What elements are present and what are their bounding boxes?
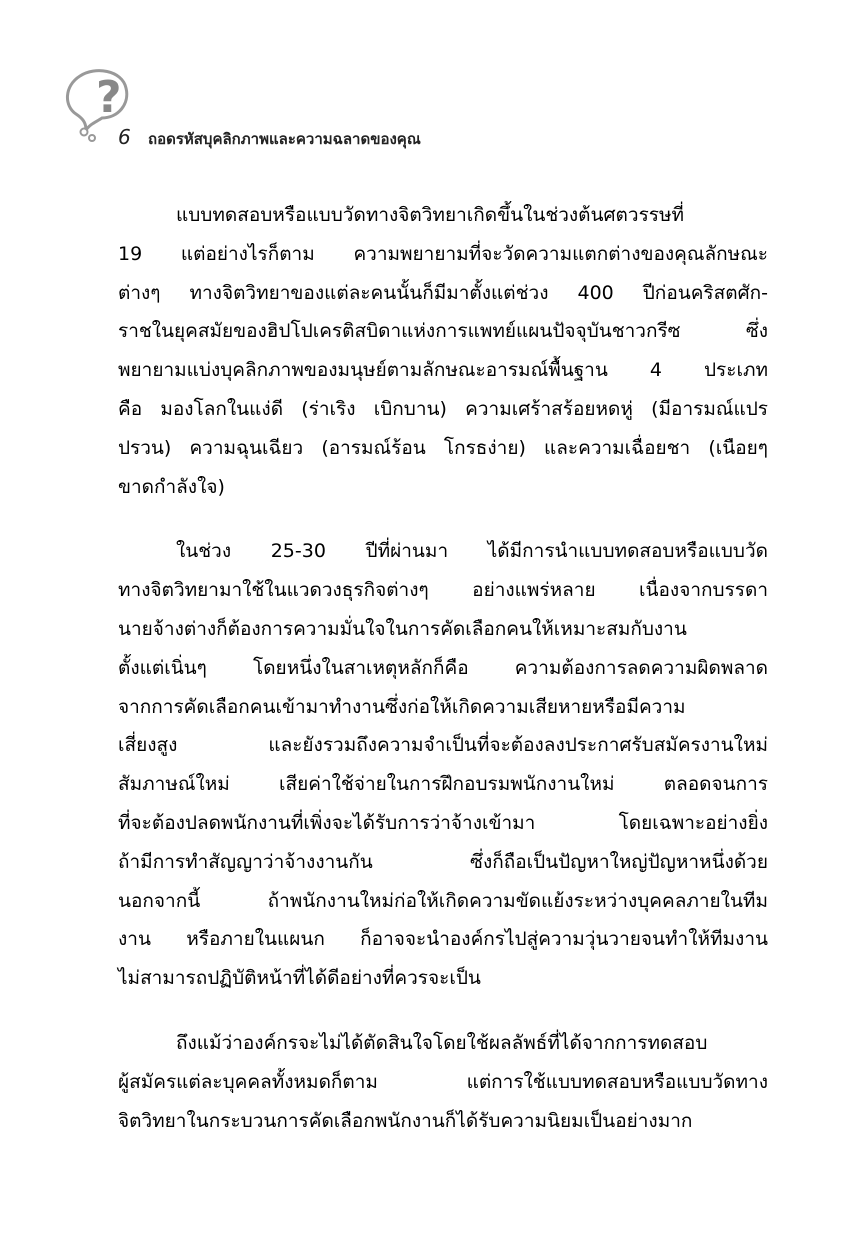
text-line: ถ้ามีการทำสัญญาว่าจ้างงานกัน ซึ่งก็ถือเป็นปัญหาใหญ่ปัญหาหนึ่งด้วย: [118, 850, 768, 873]
running-header-title: ถอดรหัสบุคลิกภาพและความฉลาดของคุณ: [148, 130, 421, 148]
text-line: ผู้สมัครแต่ละบุคคลทั้งหมดก็ตาม แต่การใช้แบบทดสอบหรือแบบวัดทาง: [118, 1070, 768, 1093]
text-line: จิตวิทยาในกระบวนการคัดเลือกพนักงานก็ได้รับความนิยมเป็นอย่างมาก: [118, 1109, 693, 1132]
text-line: 19 แต่อย่างไรก็ตาม ความพยายามที่จะวัดความแตกต่างของคุณลักษณะ: [118, 242, 768, 265]
text-line: ไม่สามารถปฏิบัติหน้าที่ได้ดีอย่างที่ควรจะเป็น: [118, 967, 481, 990]
text-line: ตั้งแต่เนิ่นๆ โดยหนึ่งในสาเหตุหลักก็คือ ความต้องการลดความผิดพลาด: [118, 656, 768, 679]
paragraph: [118, 532, 768, 998]
text-line: ขาดกำลังใจ): [118, 475, 225, 498]
text-line: ต่างๆ ทางจิตวิทยาของแต่ละคนนั้นก็มีมาตั้งแต่ช่วง 400 ปีก่อนคริสตศัก-: [118, 281, 768, 304]
text-line: ในช่วง 25-30 ปีที่ผ่านมา ได้มีการนำแบบทดสอบหรือแบบวัด: [176, 540, 768, 563]
text-line: ราชในยุคสมัยของฮิปโปเครติสบิดาแห่งการแพทย์แผนปัจจุบันชาวกรีซ ซึ่ง: [118, 320, 768, 343]
text-line: ที่จะต้องปลดพนักงานที่เพิ่งจะได้รับการว่าจ้างเข้ามา โดยเฉพาะอย่างยิ่ง: [118, 811, 768, 834]
paragraph: [118, 1024, 768, 1140]
text-line: สัมภาษณ์ใหม่ เสียค่าใช้จ่ายในการฝึกอบรมพนักงานใหม่ ตลอดจนการ: [118, 773, 768, 796]
svg-text:?: ?: [96, 72, 122, 123]
text-line: แบบทดสอบหรือแบบวัดทางจิตวิทยาเกิดขึ้นในช่วงต้นศตวรรษที่: [176, 204, 685, 226]
text-line: ถึงแม้ว่าองค์กรจะไม่ได้ตัดสินใจโดยใช้ผลลัพธ์ที่ได้จากการทดสอบ: [176, 1031, 708, 1054]
text-line: จากการคัดเลือกคนเข้ามาทำงานซึ่งก่อให้เกิดความเสียหายหรือมีความ: [118, 695, 686, 718]
text-line: งาน หรือภายในแผนก ก็อาจจะนำองค์กรไปสู่ความวุ่นวายจนทำให้ทีมงาน: [118, 928, 768, 951]
paragraph: [118, 196, 768, 506]
text-line: ทางจิตวิทยามาใช้ในแวดวงธุรกิจต่างๆ อย่างแพร่หลาย เนื่องจากบรรดา: [118, 579, 768, 602]
text-line: พยายามแบ่งบุคลิกภาพของมนุษย์ตามลักษณะอารมณ์พื้นฐาน 4 ประเภท: [118, 359, 768, 382]
paragraph-gap: [118, 506, 768, 532]
text-line: ปรวน) ความฉุนเฉียว (อารมณ์ร้อน โกรธง่าย) และความเฉื่อยชา (เนือยๆ: [118, 436, 768, 459]
text-line: คือ มองโลกในแง่ดี (ร่าเริง เบิกบาน) ความเศร้าสร้อยหดหู่ (มีอารมณ์แปร: [118, 397, 768, 420]
text-line: เสี่ยงสูง และยังรวมถึงความจำเป็นที่จะต้องลงประกาศรับสมัครงานใหม่: [118, 734, 768, 757]
paragraph-gap: [118, 998, 768, 1024]
page-number: 6: [118, 125, 131, 149]
body-text: [118, 196, 768, 1140]
text-line: นายจ้างต่างก็ต้องการความมั่นใจในการคัดเลือกคนให้เหมาะสมกับงาน: [118, 617, 687, 640]
text-line: นอกจากนี้ ถ้าพนักงานใหม่ก่อให้เกิดความขัดแย้งระหว่างบุคคลภายในทีม: [118, 889, 768, 912]
